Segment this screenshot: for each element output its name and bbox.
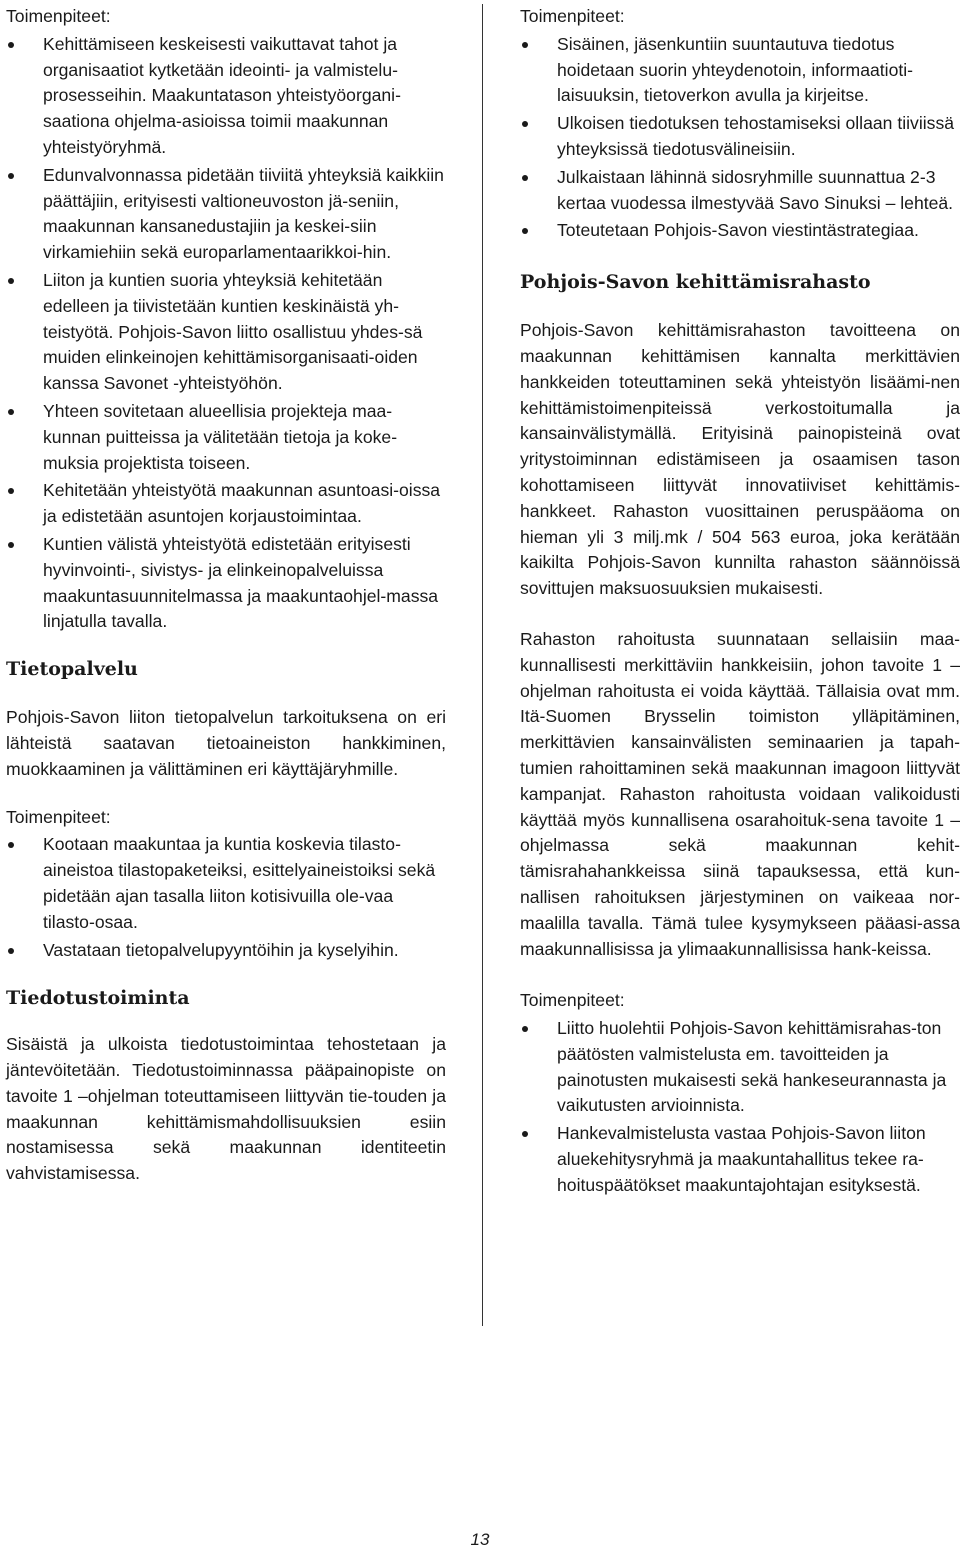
heading-tiedotustoiminta: Tiedotustoiminta (6, 987, 190, 1010)
list-item: Kehittämiseen keskeisesti vaikuttavat tahot ja organisaatiot kytketään ideointi- ja valmistelu-prosesseihin. Maakuntatason yhteistyöorgani-saationa ohjelma-asioissa toimii maakunnan yhteistyöryhmä. (6, 32, 446, 161)
toimenpiteet-label: Toimenpiteet: (520, 6, 625, 26)
list-item: Sisäinen, jäsenkuntiin suuntautuva tiedotus hoidetaan suorin yhteydenotoin, informaatioti-laisuuksin, tietoverkon avulla ja kirjeitse. (520, 32, 960, 109)
left-column (6, 4, 446, 1187)
list-item: Yhteen sovitetaan alueellisia projekteja maa-kunnan puitteissa ja välitetään tietoja ja koke-muksia projektista toiseen. (6, 399, 446, 476)
page-number: 13 (470, 1530, 490, 1549)
bullet-list-rahasto-toimenpiteet (520, 1016, 960, 1199)
paragraph-rahasto-2: Rahaston rahoitusta suunnataan sellaisiin maa-kunnallisesti merkittäviin hankkeisiin, johon tavoite 1 –ohjelman rahoitusta ei voida käyttää. Tällaisia ovat mm. Itä-Suomen Brysselin toimiston ylläpitäminen, merkittävien kansainvälisten seminaarien ja tapah-tumien rahoittaminen sekä maakunnan imagoon liittyvät kampanjat. Rahaston rahoitusta voidaan valikoidusti käyttää myös kunnallisena osarahoituk-sena tavoite 1 –ohjelmassa sekä maakunnan kehit-tämisrahahankkeissa siinä tapauksessa, että kun-nallisen rahoituksen järjestyminen on vaikeaa nor-maalilla tavalla. Tämä tulee kysymykseen pääasi-assa maakunnallisissa ja ylimaakunnallisissa hank-keissa. (520, 628, 960, 959)
bullet-list-tiedotus-toimenpiteet (520, 32, 960, 244)
list-item: Kehitetään yhteistyötä maakunnan asuntoasi-oissa ja edistetään asuntojen korjaustoimintaa. (6, 478, 446, 530)
list-item: Hankevalmistelusta vastaa Pohjois-Savon liiton aluekehitysryhmä ja maakuntahallitus tekee ra-hoituspäätökset maakuntajohtajan esityksestä. (520, 1121, 960, 1198)
list-item: Julkaistaan lähinnä sidosryhmille suunnattua 2-3 kertaa vuodessa ilmestyvää Savo Sinuksi – lehteä. (520, 165, 960, 217)
column-divider (482, 4, 483, 1326)
paragraph-tietopalvelu: Pohjois-Savon liiton tietopalvelun tarkoituksena on eri lähteistä saatavan tietoaineiston hankkiminen, muokkaaminen ja välittäminen eri käyttäjäryhmille. (6, 707, 446, 779)
paragraph-rahasto-1: Pohjois-Savon kehittämisrahaston tavoitteena on maakunnan kehittämisen kannalta merkittävien hankkeiden toteuttaminen sekä yhteistyön lisäämi-nen kehittämistoimenpiteissä verkostoitumalla ja kansainvälistymällä. Erityisinä painopisteinä ovat yritystoiminnan edistämiseen ja osaamisen tason kohottamiseen liittyvät innovatiiviset kehittämis-hankkeet. Rahaston vuosittainen peruspääoma on hieman yli 3 milj.mk / 504 563 euroa, joka kerätään kaikilta Pohjois-Savon kunnilta rahaston säännöissä sovittujen maksuosuuksien mukaisesti. (520, 320, 960, 599)
toimenpiteet-label: Toimenpiteet: (520, 990, 625, 1011)
list-item: Ulkoisen tiedotuksen tehostamiseksi ollaan tiiviissä yhteyksissä tiedotusvälineisiin. (520, 111, 960, 163)
list-item: Liitto huolehtii Pohjois-Savon kehittämisrahas-ton päätösten valmistelusta em. tavoitteiden ja painotusten mukaisesti sekä hankeseurannasta ja vaikutusten arvioinnista. (520, 1016, 960, 1119)
list-item: Kuntien välistä yhteistyötä edistetään erityisesti hyvinvointi-, sivistys- ja elinkeinopalveluissa maakuntasuunnitelmassa ja maakuntaohjel-massa linjatulla tavalla. (6, 532, 446, 635)
heading-kehittamisrahasto: Pohjois-Savon kehittämisrahasto (520, 271, 871, 294)
right-column (520, 4, 960, 1201)
paragraph-tiedotustoiminta: Sisäistä ja ulkoista tiedotustoimintaa tehostetaan ja jäntevöitetään. Tiedotustoiminnassa pääpainopiste on tavoite 1 –ohjelman toteuttamiseen liittyvän tie-touden ja maakunnan kehittämismahdollisuuksien esiin nostamisessa sekä maakunnan identiteetin vahvistamisessa. (6, 1034, 446, 1184)
toimenpiteet-label: Toimenpiteet: (6, 6, 111, 26)
list-item: Vastataan tietopalvelupyyntöihin ja kyselyihin. (6, 938, 446, 964)
list-item: Toteutetaan Pohjois-Savon viestintästrategiaa. (520, 218, 960, 244)
toimenpiteet-label: Toimenpiteet: (6, 806, 111, 827)
list-item: Kootaan maakuntaa ja kuntia koskevia tilasto-aineistoa tilastopaketeiksi, esittelyaineistoiksi sekä pidetään ajan tasalla liiton kotisivuilla ole-vaa tilasto-osaa. (6, 832, 446, 935)
heading-tietopalvelu: Tietopalvelu (6, 658, 138, 681)
bullet-list-toimenpiteet-2 (6, 832, 446, 963)
list-item: Edunvalvonnassa pidetään tiiviitä yhteyksiä kaikkiin päättäjiin, erityisesti valtioneuvoston jä-seniin, maakunnan kansanedustajiin ja keskei-siin virkamiehiin sekä europarlamentaarikkoi-hin. (6, 163, 446, 266)
list-item: Liiton ja kuntien suoria yhteyksiä kehitetään edelleen ja tiivistetään kuntien keskinäistä yh-teistyötä. Pohjois-Savon liitto osallistuu yhdes-sä muiden elinkeinojen kehittämisorganisaati-oiden kanssa Savonet -yhteistyöhön. (6, 268, 446, 397)
bullet-list-toimenpiteet-1 (6, 32, 446, 635)
